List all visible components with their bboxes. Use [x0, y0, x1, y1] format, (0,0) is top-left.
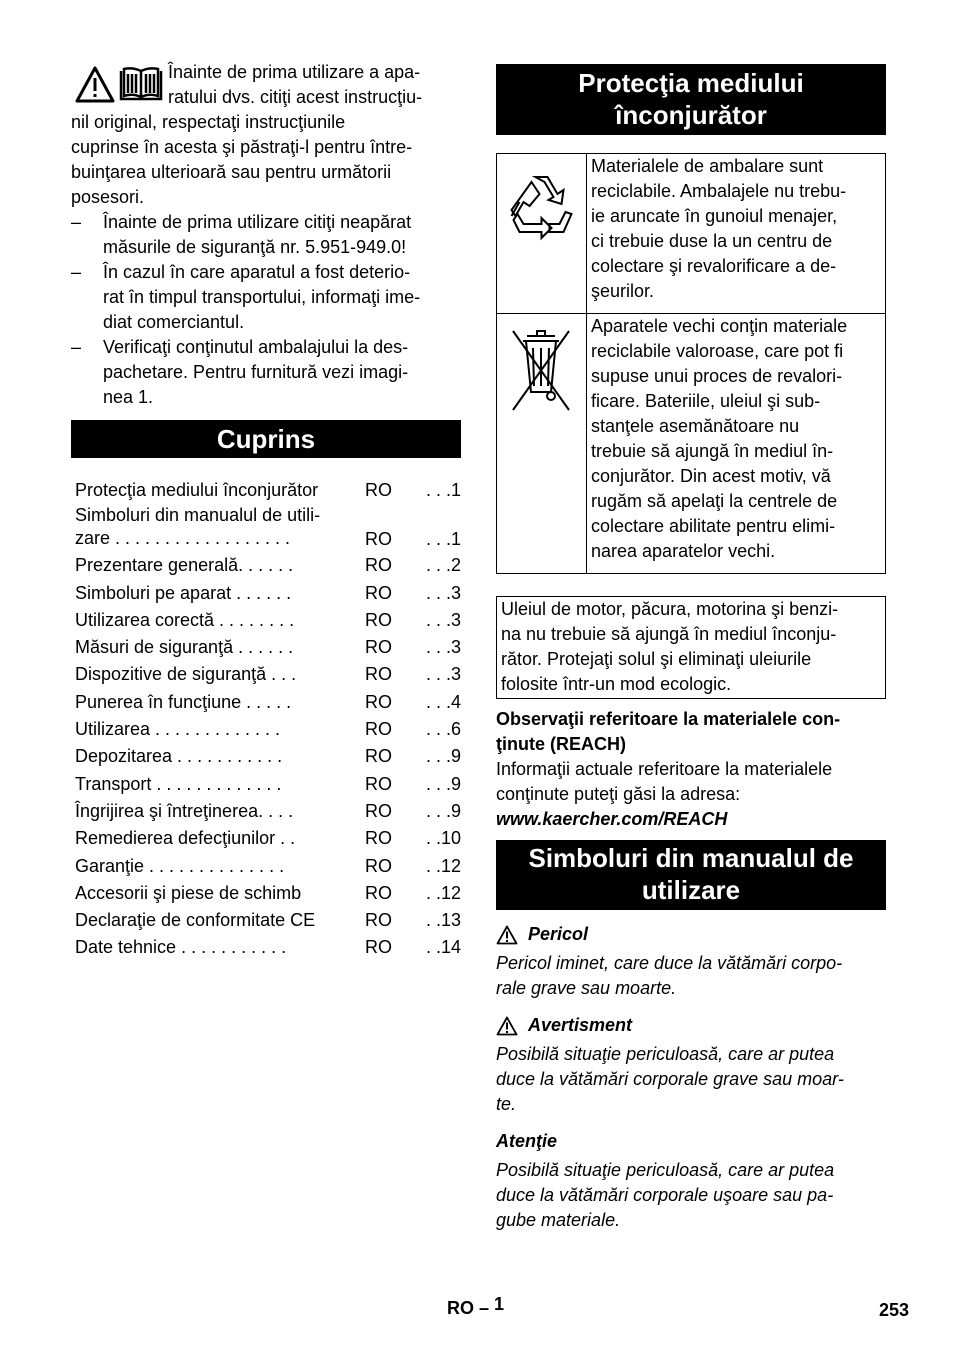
- toc-row[interactable]: Accesorii şi piese de schimb RO . .12: [75, 882, 461, 903]
- list-item: – Înainte de prima utilizare citiţi neapărat măsurile de siguranţă nr. 5.951-949.0!: [71, 212, 412, 257]
- toc-row[interactable]: Declaraţie de conformitate CE RO . .13: [75, 910, 461, 931]
- intro-line: ratului dvs. citiţi acest instrucţiu-: [168, 87, 423, 107]
- reach-section: Observaţii referitoare la materialele con- ţinute (REACH) Informaţii actuale referitoare la materialele conţinute puteţi găsi la adresa: www.kaercher.com/REACH: [496, 707, 886, 832]
- dash-bullet: –: [71, 337, 82, 357]
- table-row: Materialele de ambalare sunt reciclabile. Ambalajele nu trebu- ie aruncate în gunoiul menajer, ci trebuie duse la un centru de colectare şi revalorificare a de- şeurilor.: [497, 154, 885, 314]
- warning-triangle-icon: [77, 68, 113, 101]
- intro-line: nil original, respectaţi instrucţiunile: [71, 112, 346, 132]
- environment-table: [496, 153, 886, 574]
- crossed-bin-icon: [497, 314, 586, 566]
- toc-row[interactable]: Măsuri de siguranţă . . . . . . RO . . .3: [75, 637, 461, 658]
- dash-bullet: –: [71, 212, 82, 232]
- warning-triangle-icon: [496, 1016, 518, 1036]
- toc-row[interactable]: Remedierea defecţiunilor . . RO . .10: [75, 828, 461, 849]
- toc-row[interactable]: Simboluri din manualul de utili- zare . . . . . . . . . . . . . . . . . . RO . . .1: [75, 505, 461, 550]
- intro-section: [71, 60, 461, 210]
- toc-row[interactable]: Transport . . . . . . . . . . . . . RO . . .9: [75, 773, 461, 794]
- table-of-contents: [71, 477, 461, 962]
- warning-manual-icons: [75, 65, 163, 105]
- right-column: [496, 64, 886, 1233]
- danger-text: Pericol iminet, care duce la vătămări corpo- rale grave sau moarte.: [496, 953, 843, 998]
- toc-row[interactable]: Utilizarea corectă . . . . . . . . RO . . .3: [75, 609, 461, 630]
- toc-row[interactable]: Îngrijirea şi întreţinerea. . . . RO . . .9: [75, 800, 461, 821]
- toc-row[interactable]: Date tehnice . . . . . . . . . . . RO . .14: [75, 937, 461, 958]
- footer-page-number: 253: [879, 1300, 910, 1320]
- warning-text: Posibilă situaţie periculoasă, care ar putea duce la vătămări corporale grave sau moar- te.: [496, 1044, 844, 1114]
- intro-line: buinţarea ulterioară sau pentru următorii: [71, 162, 392, 182]
- toc-heading: Cuprins: [71, 420, 461, 458]
- reach-heading: Observaţii referitoare la materialele con-: [496, 709, 841, 729]
- oil-notice-box: Uleiul de motor, păcura, motorina şi benzi- na nu trebuie să ajungă în mediul înconju- rător. Protejaţi solul şi eliminaţi uleiurile folosite într-un mod ecologic.: [496, 596, 886, 699]
- toc-row[interactable]: Protecţia mediului înconjurător RO . . .1: [75, 480, 461, 500]
- danger-heading: Pericol: [496, 922, 886, 947]
- toc-row[interactable]: Simboluri pe aparat . . . . . . RO . . .3: [75, 582, 461, 603]
- intro-line: cuprinse în acesta şi păstraţi-l pentru între-: [71, 137, 413, 157]
- manual-book-icon: [121, 68, 161, 99]
- table-row: Aparatele vechi conţin materiale reciclabile valoroase, care pot fi supuse unui proces de revalori- ficare. Bateriile, uleiul şi sub- stanţele asemănătoare nu trebuie să ajungă în mediul în- conjurător. Din acest motiv, vă rugăm să apelaţi la centrele de colectare abilitate pentru elimi- narea aparatelor vechi.: [497, 314, 885, 573]
- footer-section-page: RO – 1: [447, 1294, 505, 1318]
- left-column: [71, 60, 461, 962]
- warning-triangle-icon: [496, 925, 518, 945]
- intro-line: Înainte de prima utilizare a apa-: [168, 62, 421, 82]
- reach-heading: ţinute (REACH): [496, 734, 626, 754]
- toc-row[interactable]: Garanţie . . . . . . . . . . . . . . RO . .12: [75, 855, 461, 876]
- toc-row[interactable]: Dispozitive de siguranţă . . . RO . . .3: [75, 664, 461, 685]
- environment-heading: Protecţia mediului înconjurător: [496, 64, 886, 135]
- warning-heading: Avertisment: [496, 1013, 886, 1038]
- reach-url-link[interactable]: www.kaercher.com/REACH: [496, 809, 728, 829]
- toc-row[interactable]: Prezentare generală. . . . . . RO . . .2: [75, 555, 461, 576]
- recycle-icon: [497, 154, 586, 306]
- toc-row[interactable]: Punerea în funcţiune . . . . . RO . . .4: [75, 691, 461, 712]
- list-item: – În cazul în care aparatul a fost deterio- rat în timpul transportului, informaţi ime- diat comerciantul.: [71, 262, 421, 332]
- intro-line: posesori.: [71, 187, 145, 207]
- dash-bullet: –: [71, 262, 82, 282]
- intro-instructions-list: [71, 210, 461, 410]
- toc-row[interactable]: Depozitarea . . . . . . . . . . . RO . . .9: [75, 746, 461, 767]
- symbols-heading: Simboluri din manualul de utilizare: [496, 840, 886, 910]
- caution-heading: Atenţie: [496, 1131, 558, 1151]
- list-item: – Verificaţi conţinutul ambalajului la des- pachetare. Pentru furnitură vezi imagi- nea 1.: [71, 337, 409, 407]
- toc-row[interactable]: Utilizarea . . . . . . . . . . . . . RO . . .6: [75, 719, 461, 740]
- caution-text: Posibilă situaţie periculoasă, care ar putea duce la vătămări corporale uşoare sau pa- gube materiale.: [496, 1160, 835, 1230]
